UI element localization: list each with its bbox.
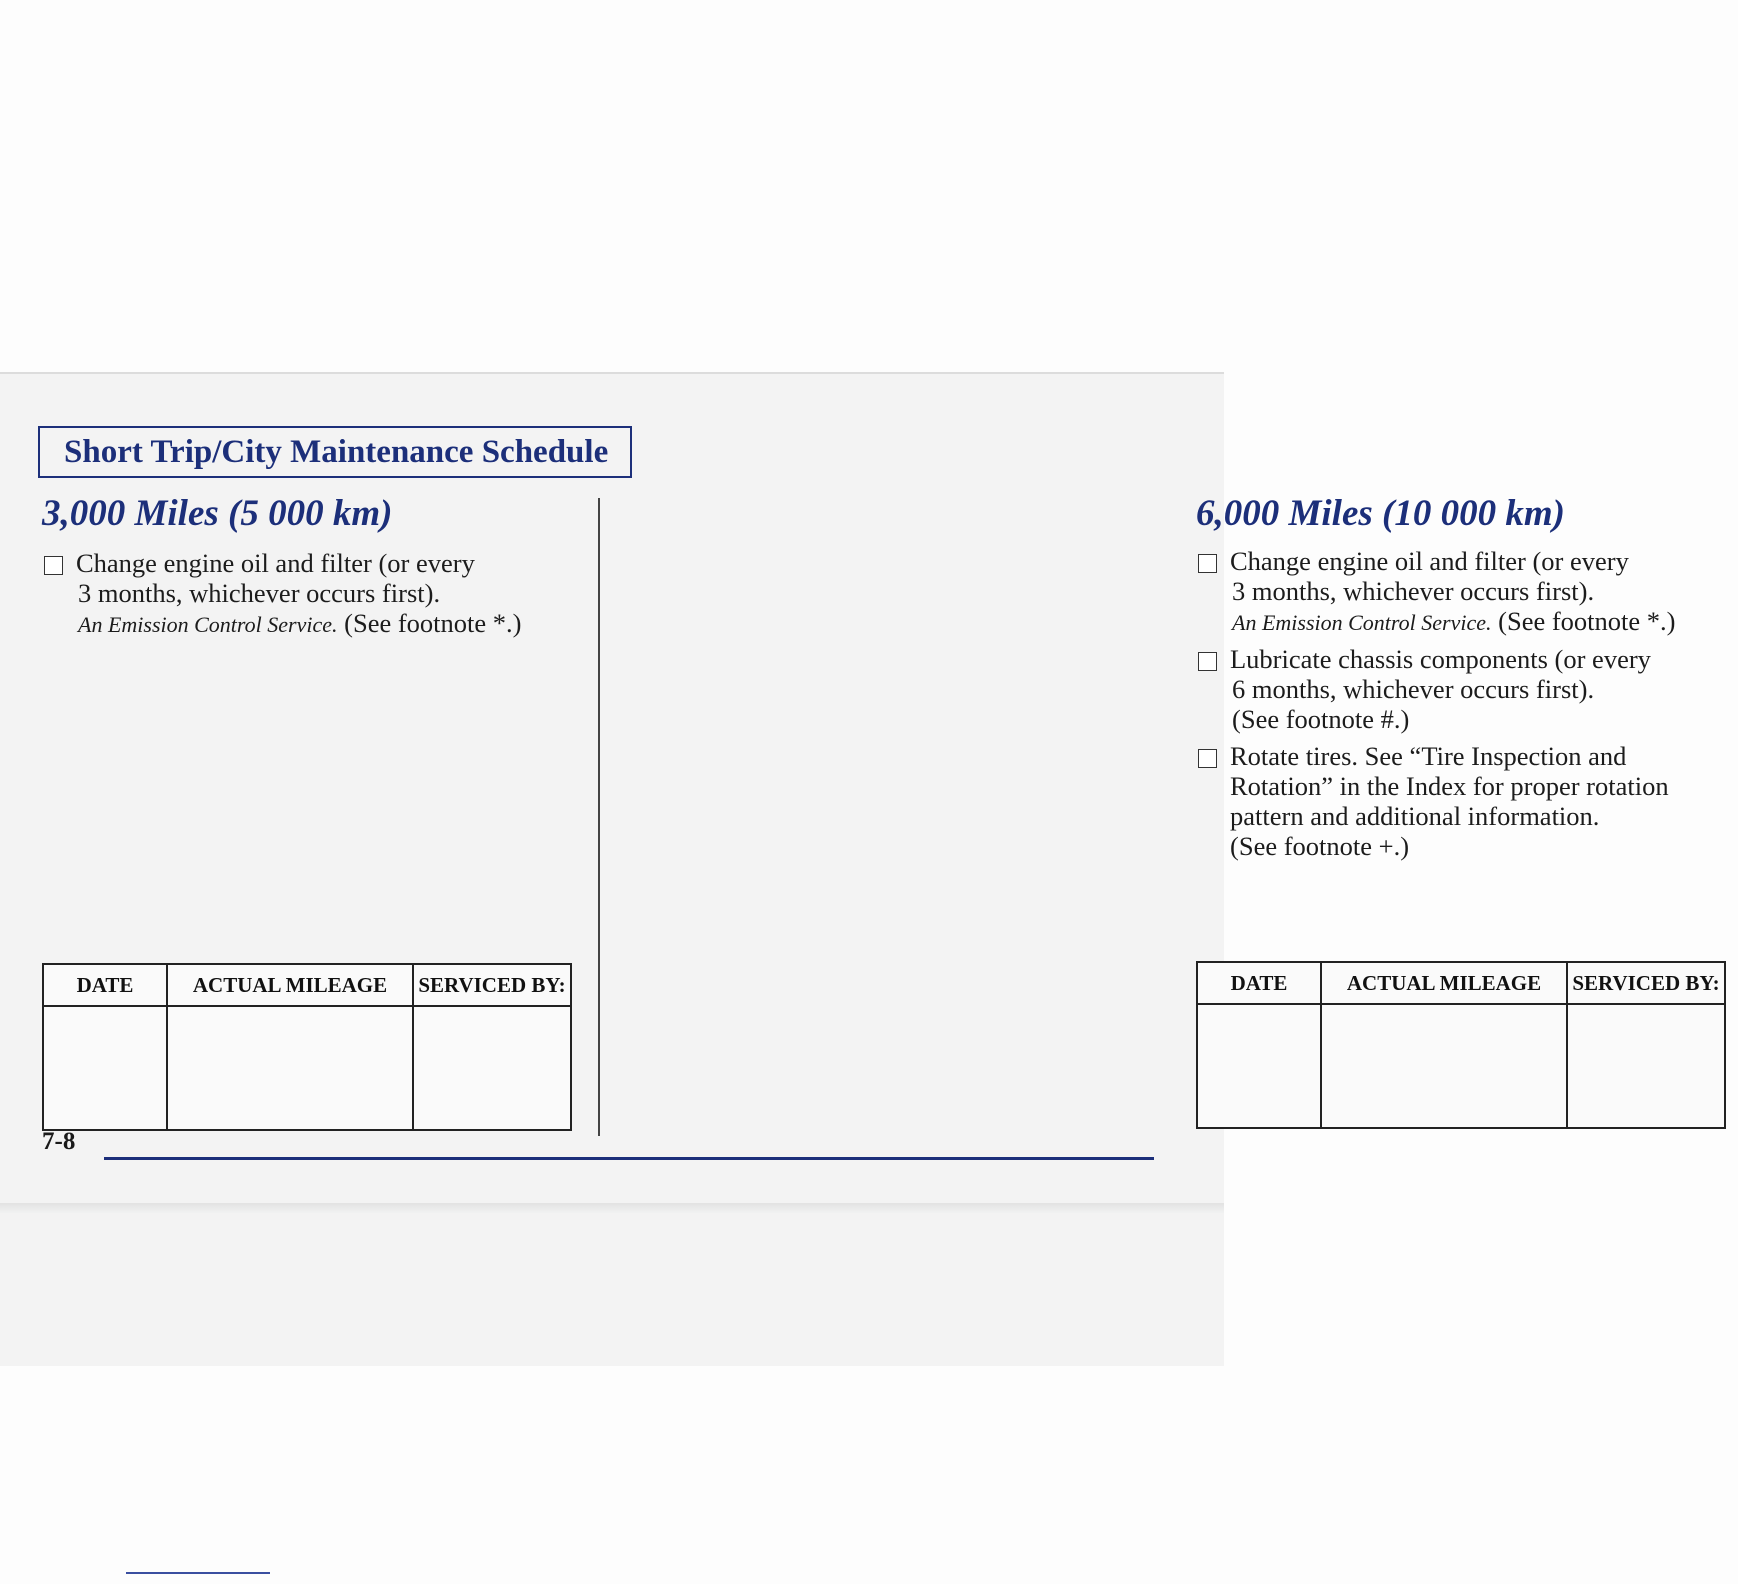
checkbox[interactable] xyxy=(1198,749,1217,768)
column-header-serviced-by: SERVICED BY: xyxy=(1567,962,1725,1004)
item-text: pattern and additional information. xyxy=(1230,801,1600,831)
interval-heading: 6,000 Miles (10 000 km) xyxy=(1196,493,1565,534)
column-divider xyxy=(598,498,600,1136)
item-text: Change engine oil and filter (or every xyxy=(76,548,475,578)
item-text: Change engine oil and filter (or every xyxy=(1230,546,1629,576)
item-text: 3 months, whichever occurs first). xyxy=(1232,576,1595,606)
interval-heading: 3,000 Miles (5 000 km) xyxy=(42,493,393,534)
service-log-table xyxy=(1196,961,1726,1129)
date-cell[interactable] xyxy=(43,1006,167,1130)
service-log-table xyxy=(42,963,572,1131)
checkbox[interactable] xyxy=(44,556,63,575)
footnote-ref: (See footnote *.) xyxy=(344,608,522,638)
column-header-date: DATE xyxy=(1197,962,1321,1004)
column-header-date: DATE xyxy=(43,964,167,1006)
column-header-serviced-by: SERVICED BY: xyxy=(413,964,571,1006)
mileage-cell[interactable] xyxy=(167,1006,413,1130)
bottom-rule xyxy=(126,1572,270,1574)
item-text: Lubricate chassis components (or every xyxy=(1230,644,1651,674)
item-text: 3 months, whichever occurs first). xyxy=(78,578,441,608)
serviced-by-cell[interactable] xyxy=(413,1006,571,1130)
footer-rule xyxy=(104,1157,1154,1160)
checkbox[interactable] xyxy=(1198,554,1217,573)
checklist-item-oil-change xyxy=(44,548,564,640)
footnote-ref: (See footnote +.) xyxy=(1230,831,1410,861)
date-cell[interactable] xyxy=(1197,1004,1321,1128)
footnote-ref: (See footnote *.) xyxy=(1498,606,1676,636)
page-title: Short Trip/City Maintenance Schedule xyxy=(38,426,632,478)
checklist-item-oil-change xyxy=(1198,546,1718,638)
checklist-item-lubricate-chassis xyxy=(1198,644,1718,734)
emission-note: An Emission Control Service. xyxy=(1232,610,1492,635)
checkbox[interactable] xyxy=(1198,652,1217,671)
item-text: Rotation” in the Index for proper rotation xyxy=(1230,771,1669,801)
serviced-by-cell[interactable] xyxy=(1567,1004,1725,1128)
page-edge-shadow xyxy=(0,1203,1224,1213)
page-number: 7-8 xyxy=(42,1128,76,1155)
emission-note: An Emission Control Service. xyxy=(78,612,338,637)
mileage-cell[interactable] xyxy=(1321,1004,1567,1128)
column-header-mileage: ACTUAL MILEAGE xyxy=(167,964,413,1006)
footnote-ref: (See footnote #.) xyxy=(1232,704,1410,734)
column-header-mileage: ACTUAL MILEAGE xyxy=(1321,962,1567,1004)
item-text: 6 months, whichever occurs first). xyxy=(1232,674,1595,704)
checklist-item-rotate-tires xyxy=(1198,741,1738,861)
item-text: Rotate tires. See “Tire Inspection and xyxy=(1230,741,1627,771)
